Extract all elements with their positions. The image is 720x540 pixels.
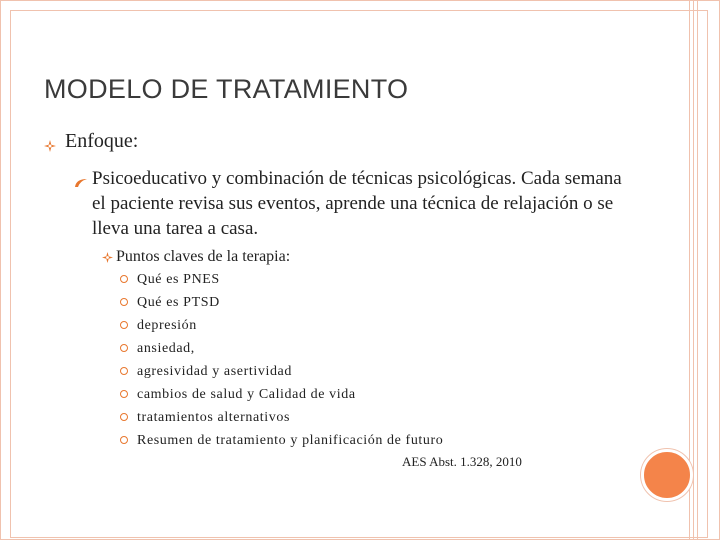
bullet-level-1-text: Enfoque: — [65, 130, 139, 152]
decorative-line — [689, 0, 690, 540]
bullet-level-3-text: Puntos claves de la terapia: — [116, 248, 291, 265]
ring-bullet-icon — [120, 275, 128, 283]
citation: AES Abst. 1.328, 2010 — [402, 454, 522, 469]
ring-bullet-icon — [120, 344, 128, 352]
slide-title: MODELO DE TRATAMIENTO — [44, 74, 409, 104]
compass-star-icon — [44, 135, 56, 147]
ring-bullet-icon — [120, 367, 128, 375]
ring-bullet-icon — [120, 413, 128, 421]
decorative-orange-circle — [641, 449, 693, 501]
compass-star-icon — [102, 250, 113, 261]
bullet-level-2-text: Psicoeducativo y combinación de técnicas psicológicas. Cada semana el paciente revisa sus eventos, aprende una técnica de relajación o se lleva una tarea a casa. — [92, 168, 622, 239]
ring-bullet-icon — [120, 298, 128, 306]
curved-swoosh-icon — [74, 171, 88, 196]
decorative-line — [697, 0, 698, 540]
decorative-line — [693, 0, 694, 540]
ring-bullet-icon — [120, 436, 128, 444]
ring-bullet-icon — [120, 390, 128, 398]
ring-bullet-icon — [120, 321, 128, 329]
